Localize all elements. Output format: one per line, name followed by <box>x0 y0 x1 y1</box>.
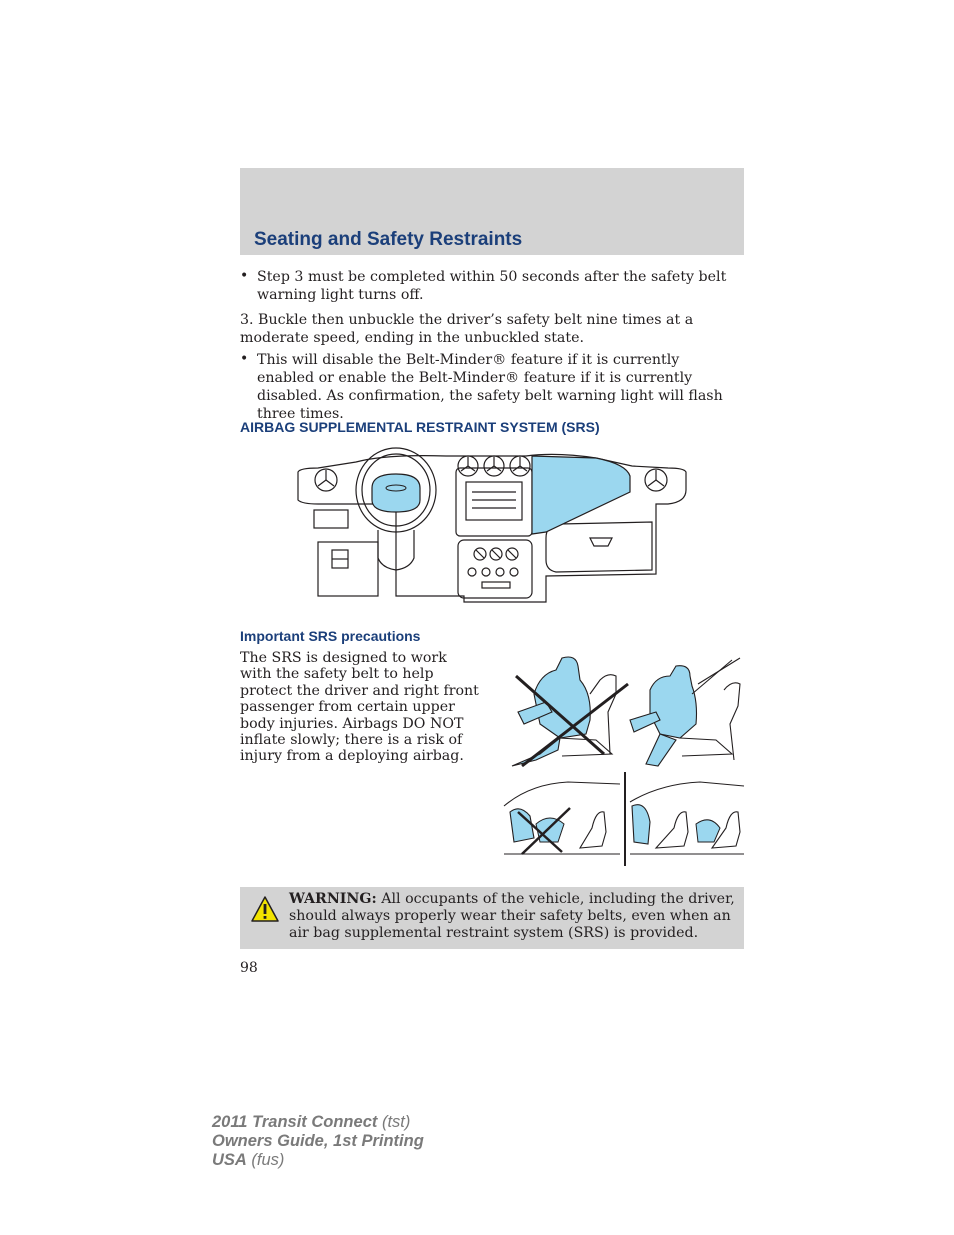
bullet-dot: • <box>240 351 249 367</box>
child-seat-illustration <box>500 772 746 868</box>
bullet-text: This will disable the Belt-Minder® feature if it is currently enabled or enable the Belt-Minder® feature if it is currently disabled. As confirmation, the safety belt warning light will flash three times. <box>257 352 723 422</box>
bullet-step3-timing <box>240 268 740 304</box>
bullet-belt-minder <box>240 351 740 423</box>
warning-triangle-icon <box>250 895 280 923</box>
warning-label: WARNING: <box>289 891 377 907</box>
footer-market: USA <box>212 1151 247 1169</box>
srs-paragraph: The SRS is designed to work with the safety belt to help protect the driver and right front passenger from certain upper body injuries. Airbags DO NOT inflate slowly; there is a risk of injury from a deploying airbag. <box>240 650 479 765</box>
warning-text <box>289 891 739 942</box>
footer-market-code: (fus) <box>246 1151 285 1169</box>
occupant-position-illustration <box>500 654 746 770</box>
sub-heading-srs-precautions: Important SRS precautions <box>240 628 421 644</box>
warning-box <box>240 887 744 949</box>
step-3-paragraph: 3. Buckle then unbuckle the driver’s safety belt nine times at a moderate speed, ending in the unbuckled state. <box>240 312 694 346</box>
footer-line-2: Owners Guide, 1st Printing <box>212 1132 424 1150</box>
page-title: Seating and Safety Restraints <box>254 229 523 250</box>
document-footer <box>212 1113 424 1170</box>
dashboard-airbag-illustration <box>296 446 688 604</box>
section-heading-airbag-srs: AIRBAG SUPPLEMENTAL RESTRAINT SYSTEM (SRS) <box>240 419 600 435</box>
page-number: 98 <box>240 960 258 976</box>
warning-body: All occupants of the vehicle, including the driver, should always properly wear their safety belts, even when an air bag supplemental restraint system (SRS) is provided. <box>289 891 735 941</box>
footer-model-code: (tst) <box>377 1113 411 1131</box>
footer-model: 2011 Transit Connect <box>212 1113 378 1131</box>
section-header-band <box>240 168 744 255</box>
bullet-dot: • <box>240 268 249 284</box>
footer-line-3 <box>212 1151 424 1170</box>
bullet-text: Step 3 must be completed within 50 seconds after the safety belt warning light turns off. <box>257 269 727 303</box>
footer-line-1 <box>212 1113 424 1132</box>
